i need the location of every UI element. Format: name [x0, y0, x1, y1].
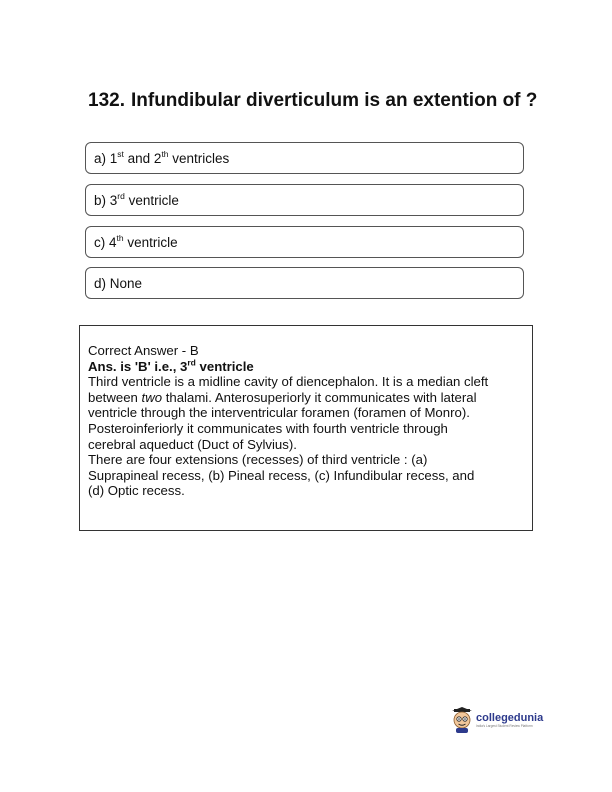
answer-heading: [88, 359, 524, 375]
explanation-line: There are four extensions (recesses) of third ventricle : (a): [88, 452, 428, 468]
collegedunia-logo[interactable]: [451, 705, 551, 735]
question-text: Infundibular diverticulum is an extention of ?: [130, 90, 538, 111]
explanation-line: Suprapineal recess, (b) Pineal recess, (c) Infundibular recess, and: [88, 467, 475, 483]
answer-heading-prefix: Ans. is 'B' i.e., 3: [88, 358, 188, 374]
mascot-icon: [451, 707, 473, 733]
answer-heading-sup: rd: [187, 357, 196, 368]
option-d[interactable]: [85, 267, 524, 299]
question: [88, 88, 538, 113]
option-a-mid: and 2: [123, 151, 162, 166]
logo-name: collegedunia: [476, 712, 544, 724]
option-c-prefix: c) 4: [94, 235, 117, 250]
option-b-sup: rd: [117, 190, 125, 201]
option-a-prefix: a) 1: [94, 151, 118, 166]
logo-tagline: India's Largest Student Review Platform: [476, 724, 533, 728]
explanation-line: Posteroinferiorly it communicates with fourth ventricle through: [88, 420, 448, 436]
option-c[interactable]: [85, 226, 524, 258]
correct-answer-label: Correct Answer - B: [88, 343, 199, 358]
option-b[interactable]: [85, 184, 524, 216]
option-c-sup: th: [116, 232, 124, 243]
option-c-suffix: ventricle: [123, 235, 178, 250]
explanation-line: Third ventricle is a midline cavity of diencephalon. It is a median cleft: [88, 374, 489, 390]
answer-heading-suffix: ventricle: [195, 358, 254, 374]
option-a-sup2: th: [161, 148, 169, 159]
explanation-line: between two thalami. Anterosuperiorly it communicates with lateral: [88, 389, 477, 405]
explanation-line: (d) Optic recess.: [88, 483, 185, 499]
option-d-text: d) None: [94, 276, 143, 291]
explanation-line: cerebral aqueduct (Duct of Sylvius).: [88, 436, 297, 452]
option-a[interactable]: [85, 142, 524, 174]
answer-explanation-box: [79, 325, 533, 531]
explanation-line: ventricle through the interventricular foramen (foramen of Monro).: [88, 405, 470, 421]
option-b-prefix: b) 3: [94, 193, 118, 208]
option-b-suffix: ventricle: [124, 193, 179, 208]
option-a-sup1: st: [117, 148, 124, 159]
option-a-suffix: ventricles: [168, 151, 230, 166]
question-number: 132.: [88, 90, 125, 111]
